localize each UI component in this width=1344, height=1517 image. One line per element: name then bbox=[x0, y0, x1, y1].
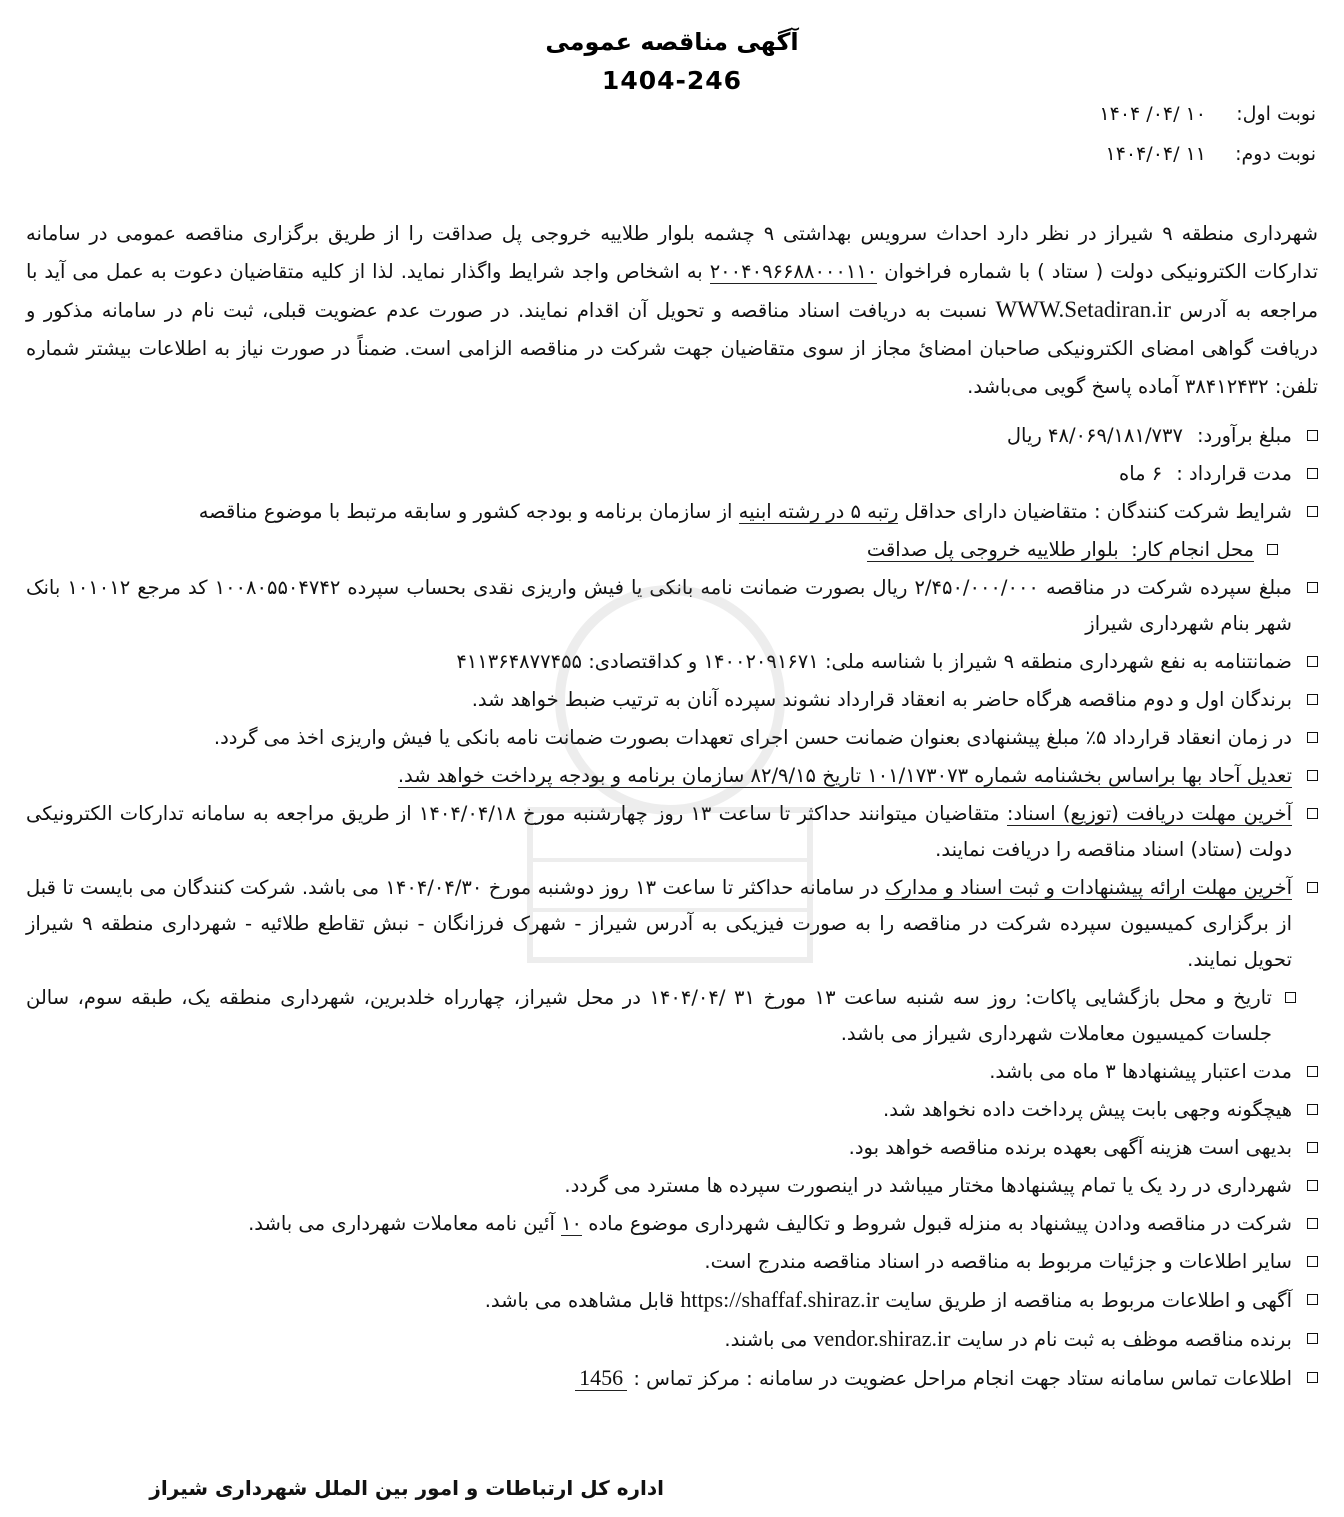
list-item-contact bbox=[26, 1360, 1318, 1397]
list-item-shaffaf bbox=[26, 1282, 1318, 1319]
docs-deadline-text: متقاضیان میتوانند حداکثر تا ساعت ۱۳ روز چهارشنبه مورخ ۱۴۰۴/۰۴/۱۸ از طریق مراجعه به سامانه تدارکات الکترونیکی دولت (ستاد) اسناد مناقصه را دریافت نمایند. bbox=[26, 802, 1292, 861]
first-issue bbox=[1099, 103, 1316, 125]
list-item-conditions bbox=[26, 494, 1318, 530]
checkbox-bullet-icon bbox=[1307, 1256, 1318, 1267]
vendor-text-a: برنده مناقصه موظف به ثبت نام در سایت bbox=[956, 1328, 1292, 1351]
checkbox-bullet-icon bbox=[1307, 1180, 1318, 1191]
acceptance-text-b: آئین نامه معاملات شهرداری می باشد. bbox=[248, 1212, 555, 1235]
list-item-acceptance bbox=[26, 1206, 1318, 1242]
vendor-text-b: می باشند. bbox=[724, 1328, 808, 1351]
checkbox-bullet-icon bbox=[1307, 770, 1318, 781]
second-issue-date: ۱۱ /۱۴۰۴/۰۴ bbox=[1105, 143, 1206, 165]
checkbox-bullet-icon bbox=[1307, 1372, 1318, 1383]
checkbox-bullet-icon bbox=[1307, 1066, 1318, 1077]
list-item-estimate bbox=[26, 418, 1318, 454]
submit-deadline-text: در سامانه حداکثر تا ساعت ۱۳ روز دوشنبه مورخ ۱۴۰۴/۰۴/۳۰ می باشد. شرکت کنندگان می بایست تا قبل از برگزاری کمیسیون سپرده شرکت در مناقصه را به صورت فیزیکی به آدرس شیراز - شهرک فرزانگان - نبش تقاطع طلائیه - شهرداری منطقه ۹ شیراز تحویل نمایند. bbox=[26, 876, 1292, 971]
deposit-text: مبلغ سپرده شرکت در مناقصه ۲/۴۵۰/۰۰۰/۰۰۰ ریال بصورت ضمانت نامه بانکی یا فیش واریزی نقدی بحساب سپرده ۱۰۰۸۰۵۵۰۴۷۴۲ کد مرجع ۱۰۱۰۱۲ بانک شهر بنام شهرداری شیراز bbox=[26, 576, 1292, 635]
duration-label: مدت قرارداد : bbox=[1176, 462, 1292, 485]
list-item-rejection bbox=[26, 1168, 1318, 1204]
opening-text: تاریخ و محل بازگشایی پاکات: روز سه شنبه ساعت ۱۳ مورخ ۳۱ /۱۴۰۴/۰۴ در محل شیراز، چهارراه خلدبرین، شهرداری منطقه یک، طبقه سوم، سالن جلسات کمیسیون معاملات شهرداری شیراز می باشد. bbox=[26, 986, 1272, 1045]
checkbox-bullet-icon bbox=[1307, 468, 1318, 479]
list-item-duration bbox=[26, 456, 1318, 492]
list-item-opening bbox=[26, 980, 1318, 1052]
list-item-adjustment bbox=[26, 758, 1318, 794]
list-item-winners bbox=[26, 682, 1318, 718]
validity-text: مدت اعتبار پیشنهادها ۳ ماه می باشد. bbox=[989, 1060, 1292, 1083]
setad-site-link[interactable]: WWW.Setadiran.ir bbox=[995, 297, 1171, 322]
conditions-grade: رتبه ۵ در رشته ابنیه bbox=[738, 500, 899, 523]
estimate-value: ۴۸/۰۶۹/۱۸۱/۷۳۷ ریال bbox=[1006, 424, 1183, 447]
list-item-performance bbox=[26, 720, 1318, 756]
conditions-text-b: از سازمان برنامه و بودجه کشور و سابقه مرتبط با موضوع مناقصه bbox=[198, 500, 733, 523]
issuer-signature: اداره کل ارتباطات و امور بین الملل شهرداری شیراز bbox=[149, 1476, 664, 1500]
list-item-submit-deadline bbox=[26, 870, 1318, 978]
list-item-validity bbox=[26, 1054, 1318, 1090]
checkbox-bullet-icon bbox=[1307, 1104, 1318, 1115]
list-item-deposit bbox=[26, 570, 1318, 642]
conditions-text-a: شرایط شرکت کنندگان : متقاضیان دارای حداقل bbox=[904, 500, 1292, 523]
docs-deadline-label: آخرین مهلت دریافت (توزیع) اسناد: bbox=[1006, 802, 1292, 825]
first-issue-label: نوبت اول: bbox=[1236, 103, 1316, 125]
acceptance-text-a: شرکت در مناقصه ودادن پیشنهاد به منزله قبول شروط و تکالیف شهرداری موضوع ماده bbox=[588, 1212, 1292, 1235]
first-issue-date: ۱۰ /۰۴/ ۱۴۰۴ bbox=[1099, 103, 1206, 125]
vendor-site-link[interactable]: vendor.shiraz.ir bbox=[813, 1326, 951, 1351]
notice-title: آگهی مناقصه عمومی bbox=[545, 28, 799, 56]
list-item-location bbox=[26, 532, 1318, 568]
guarantee-text: ضمانتنامه به نفع شهرداری منطقه ۹ شیراز با شناسه ملی: ۱۴۰۰۲۰۹۱۶۷۱ و کداقتصادی: ۴۱۱۳۶۴۸۷۷۴۵۵ bbox=[456, 650, 1292, 673]
intro-text-3: نسبت به دریافت اسناد مناقصه و تحویل آن اقدام نمایند. در صورت عدم عضویت قبلی، ثبت نام در سامانه مذکور و دریافت گواهی امضای الکترونیکی صاحبان امضائ مجاز از سوی متقاضیان جهت شرکت در مناقصه الزامی است. ضمناً در صورت نیاز به اطلاعات بیشتر شماره تلفن: ۳۸۴۱۲۴۳۲ آماده پاسخ گویی می‌باشد. bbox=[26, 299, 1318, 398]
location-label: محل انجام کار: bbox=[1131, 538, 1254, 561]
checkbox-bullet-icon bbox=[1307, 808, 1318, 819]
checkbox-bullet-icon bbox=[1307, 1218, 1318, 1229]
checkbox-bullet-icon bbox=[1307, 1333, 1318, 1344]
acceptance-article: ۱۰ bbox=[561, 1212, 583, 1235]
shaffaf-text-b: قابل مشاهده می باشد. bbox=[484, 1289, 675, 1312]
location-value: بلوار طلاییه خروجی پل صداقت bbox=[866, 538, 1119, 561]
winners-text: برندگان اول و دوم مناقصه هرگاه حاضر به انعقاد قرارداد نشوند سپرده آنان به ترتیب ضبط خواهد شد. bbox=[471, 688, 1292, 711]
checkbox-bullet-icon bbox=[1307, 694, 1318, 705]
list-item-ad-cost bbox=[26, 1130, 1318, 1166]
intro-text-2: به اشخاص واجد شرایط واگذار نماید. لذا از کلیه متقاضیان دعوت به عمل می آید با مراجعه به آدرس bbox=[26, 260, 1319, 322]
ad-cost-text: بدیهی است هزینه آگهی بعهده برنده مناقصه خواهد بود. bbox=[848, 1136, 1292, 1159]
checkbox-bullet-icon bbox=[1307, 1142, 1318, 1153]
performance-text: در زمان انعقاد قرارداد ۵٪ مبلغ پیشنهادی بعنوان ضمانت حسن اجرای تعهدات بصورت ضمانت نامه بانکی یا فیش واریزی اخذ می گردد. bbox=[213, 726, 1292, 749]
list-item-vendor bbox=[26, 1321, 1318, 1358]
checkbox-bullet-icon bbox=[1267, 544, 1278, 555]
checkbox-bullet-icon bbox=[1285, 992, 1296, 1003]
duration-value: ۶ ماه bbox=[1118, 462, 1163, 485]
other-info-text: سایر اطلاعات و جزئیات مربوط به مناقصه در اسناد مناقصه مندرج است. bbox=[704, 1250, 1292, 1273]
shaffaf-site-link[interactable]: https://shaffaf.shiraz.ir bbox=[680, 1287, 880, 1312]
location-wrapper bbox=[867, 538, 1254, 562]
checkbox-bullet-icon bbox=[1307, 1294, 1318, 1305]
checkbox-bullet-icon bbox=[1307, 882, 1318, 893]
submit-deadline-label: آخرین مهلت ارائه پیشنهادات و ثبت اسناد و مدارک bbox=[885, 876, 1292, 899]
intro-text-1: شهرداری منطقه ۹ شیراز در نظر دارد احداث سرویس بهداشتی ۹ چشمه بلوار طلاییه خروجی پل صداقت را از طریق برگزاری مناقصه عمومی در سامانه تدارکات الکترونیکی دولت ( ستاد ) با شماره فراخوان bbox=[26, 222, 1318, 283]
prepayment-text: هیچگونه وجهی بابت پیش پرداخت داده نخواهد شد. bbox=[883, 1098, 1292, 1121]
adjustment-text: تعدیل آحاد بها براساس بخشنامه شماره ۱۰۱/۱۷۳۰۷۳ تاریخ ۸۲/۹/۱۵ سازمان برنامه و بودجه پرداخت خواهد شد. bbox=[397, 764, 1292, 787]
list-item-other-info bbox=[26, 1244, 1318, 1280]
contact-phone: 1456 bbox=[575, 1365, 627, 1391]
intro-paragraph bbox=[26, 215, 1318, 406]
conditions-list bbox=[26, 418, 1318, 1399]
second-issue bbox=[1105, 143, 1316, 165]
call-number: ۲۰۰۴۰۹۶۶۸۸۰۰۰۱۱۰ bbox=[709, 260, 878, 283]
estimate-label: مبلغ برآورد: bbox=[1196, 424, 1292, 447]
list-item-docs-deadline bbox=[26, 796, 1318, 868]
contact-text: اطلاعات تماس سامانه ستاد جهت انجام مراحل عضویت در سامانه : مرکز تماس : bbox=[633, 1367, 1292, 1390]
list-item-prepayment bbox=[26, 1092, 1318, 1128]
notice-number: 1404-246 bbox=[601, 66, 743, 95]
list-item-guarantee bbox=[26, 644, 1318, 680]
checkbox-bullet-icon bbox=[1307, 732, 1318, 743]
checkbox-bullet-icon bbox=[1307, 506, 1318, 517]
rejection-text: شهرداری در رد یک یا تمام پیشنهادها مختار میباشد در اینصورت سپرده ها مسترد می گردد. bbox=[564, 1174, 1292, 1197]
checkbox-bullet-icon bbox=[1307, 582, 1318, 593]
shaffaf-text-a: آگهی و اطلاعات مربوط به مناقصه از طریق سایت bbox=[885, 1289, 1292, 1312]
checkbox-bullet-icon bbox=[1307, 430, 1318, 441]
second-issue-label: نوبت دوم: bbox=[1235, 143, 1316, 165]
checkbox-bullet-icon bbox=[1307, 656, 1318, 667]
